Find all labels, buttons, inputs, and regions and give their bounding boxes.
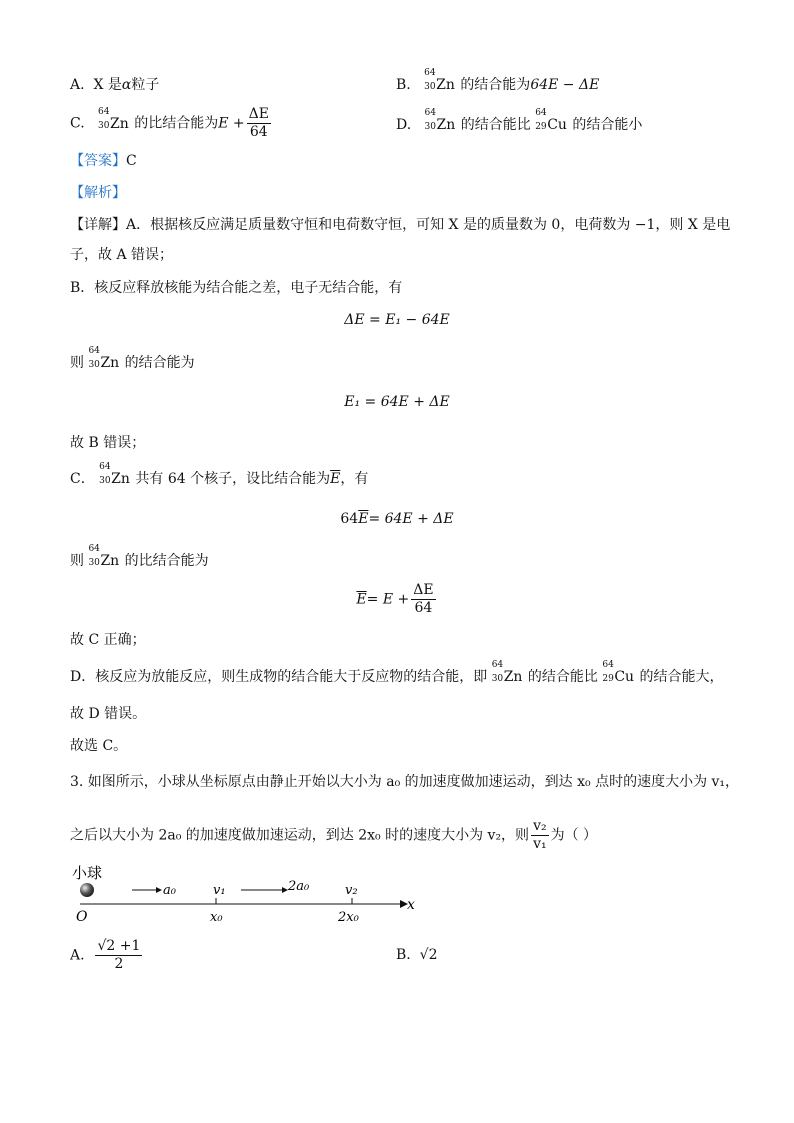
label-2a0: 2a₀ xyxy=(288,879,310,894)
option-d: D. 64 30 Zn 的结合能比 64 29 Cu 的结合能小 xyxy=(396,108,643,133)
ball-label: 小球 xyxy=(72,864,103,882)
fraction: $\frac{\text{v₂}}{\text{v₁}}$ xyxy=(533,818,547,852)
nuclide-zn: 64 30 Zn xyxy=(99,462,130,487)
nuclide-zn: 64 30 Zn xyxy=(491,660,523,685)
then-line-1: 则 64 30 Zn 的结合能为 xyxy=(70,346,195,371)
fraction: $\frac{\Delta E}{64}$ xyxy=(248,106,269,140)
d-wrong: 故 D 错误。 xyxy=(70,706,147,722)
ball xyxy=(80,883,94,897)
option-c: C. 64 30 Zn 的比结合能为E + $\frac{\Delta E}{64}$ xyxy=(70,106,269,140)
fraction: $\frac{\Delta E}{64}$ xyxy=(413,582,434,616)
q3-line-1: 3. 如图所示，小球从坐标原点由静止开始以大小为 a₀ 的加速度做加速运动，到达 x₀ 点时的速度大小为 v₁， xyxy=(70,774,740,790)
nuclide-zn: 64 30 Zn xyxy=(88,346,120,371)
motion-figure xyxy=(70,860,430,926)
equation-4: $\overline{E}= E$ + $\frac{\Delta E}{64}$ xyxy=(356,582,434,616)
nuclide-zn: 64 30 Zn xyxy=(88,544,120,569)
answer-line: 【答案】C xyxy=(70,153,137,169)
nuclide-cu: 64 29 Cu xyxy=(602,660,635,685)
nuclide-zn: 64 30 Zn xyxy=(424,68,455,93)
nuclide-zn: 64 30 Zn xyxy=(98,106,129,132)
label-origin: O xyxy=(76,909,88,925)
then-line-2: 则 64 30 Zn 的比结合能为 xyxy=(70,544,209,569)
equation-2: E₁ = 64E + ΔE xyxy=(344,394,450,410)
option-a: A. X 是α粒子 xyxy=(70,77,160,93)
detail-line-1: 【详解】A．根据核反应满足质量数守恒和电荷数守恒，可知 X 是的质量数为 0，电荷数为 −1，则 X 是电 xyxy=(70,217,731,233)
c-right: 故 C 正确； xyxy=(70,632,146,648)
label-a0: a₀ xyxy=(163,883,176,898)
arrow-a0 xyxy=(156,887,162,893)
label-2x0: 2x₀ xyxy=(338,910,359,925)
label-v1: v₁ xyxy=(213,883,226,898)
fraction: $\frac{√2 +1}{2}$ xyxy=(97,938,141,972)
analysis-tag: 【解析】 xyxy=(70,185,126,201)
label-v2: v₂ xyxy=(345,883,358,898)
equation-1: ΔE = E₁ − 64E xyxy=(344,312,450,328)
axis-label: x xyxy=(407,897,415,913)
nuclide-zn: 64 30 Zn xyxy=(424,108,456,133)
equation-3: $64\overline{E}= 64E + \Delta E$ xyxy=(340,511,454,527)
nuclide-cu: 64 29 Cu xyxy=(535,108,567,133)
detail-line-2: 子，故 A 错误； xyxy=(70,247,174,263)
q3-line-2: 之后以大小为 2a₀ 的加速度做加速运动，到达 2x₀ 时的速度大小为 v₂，则 $\frac{\text{v₂}}{\text{v₁}}$ 为（ ） xyxy=(70,818,598,852)
option-b: B. 64 30 Zn 的结合能为64E − ΔE xyxy=(396,68,600,93)
detail-b-line: B．核反应释放核能为结合能之差，电子无结合能，有 xyxy=(70,280,403,296)
choose-line: 故选 C。 xyxy=(70,738,128,754)
detail-d-line: D．核反应为放能反应，则生成物的结合能大于反应物的结合能，即 64 30 Zn 的结合能比 64 29 Cu 的结合能大， xyxy=(70,660,724,685)
b-wrong: 故 B 错误； xyxy=(70,435,146,451)
detail-c-line: C． 64 30 Zn 共有 64 个核子，设比结合能为$\overline{E}$，有 xyxy=(70,462,369,487)
q3-option-b: B. √2 xyxy=(396,947,438,963)
label-x0: x₀ xyxy=(210,910,223,925)
q3-option-a: A. $\frac{√2 +1}{2}$ xyxy=(70,938,141,972)
